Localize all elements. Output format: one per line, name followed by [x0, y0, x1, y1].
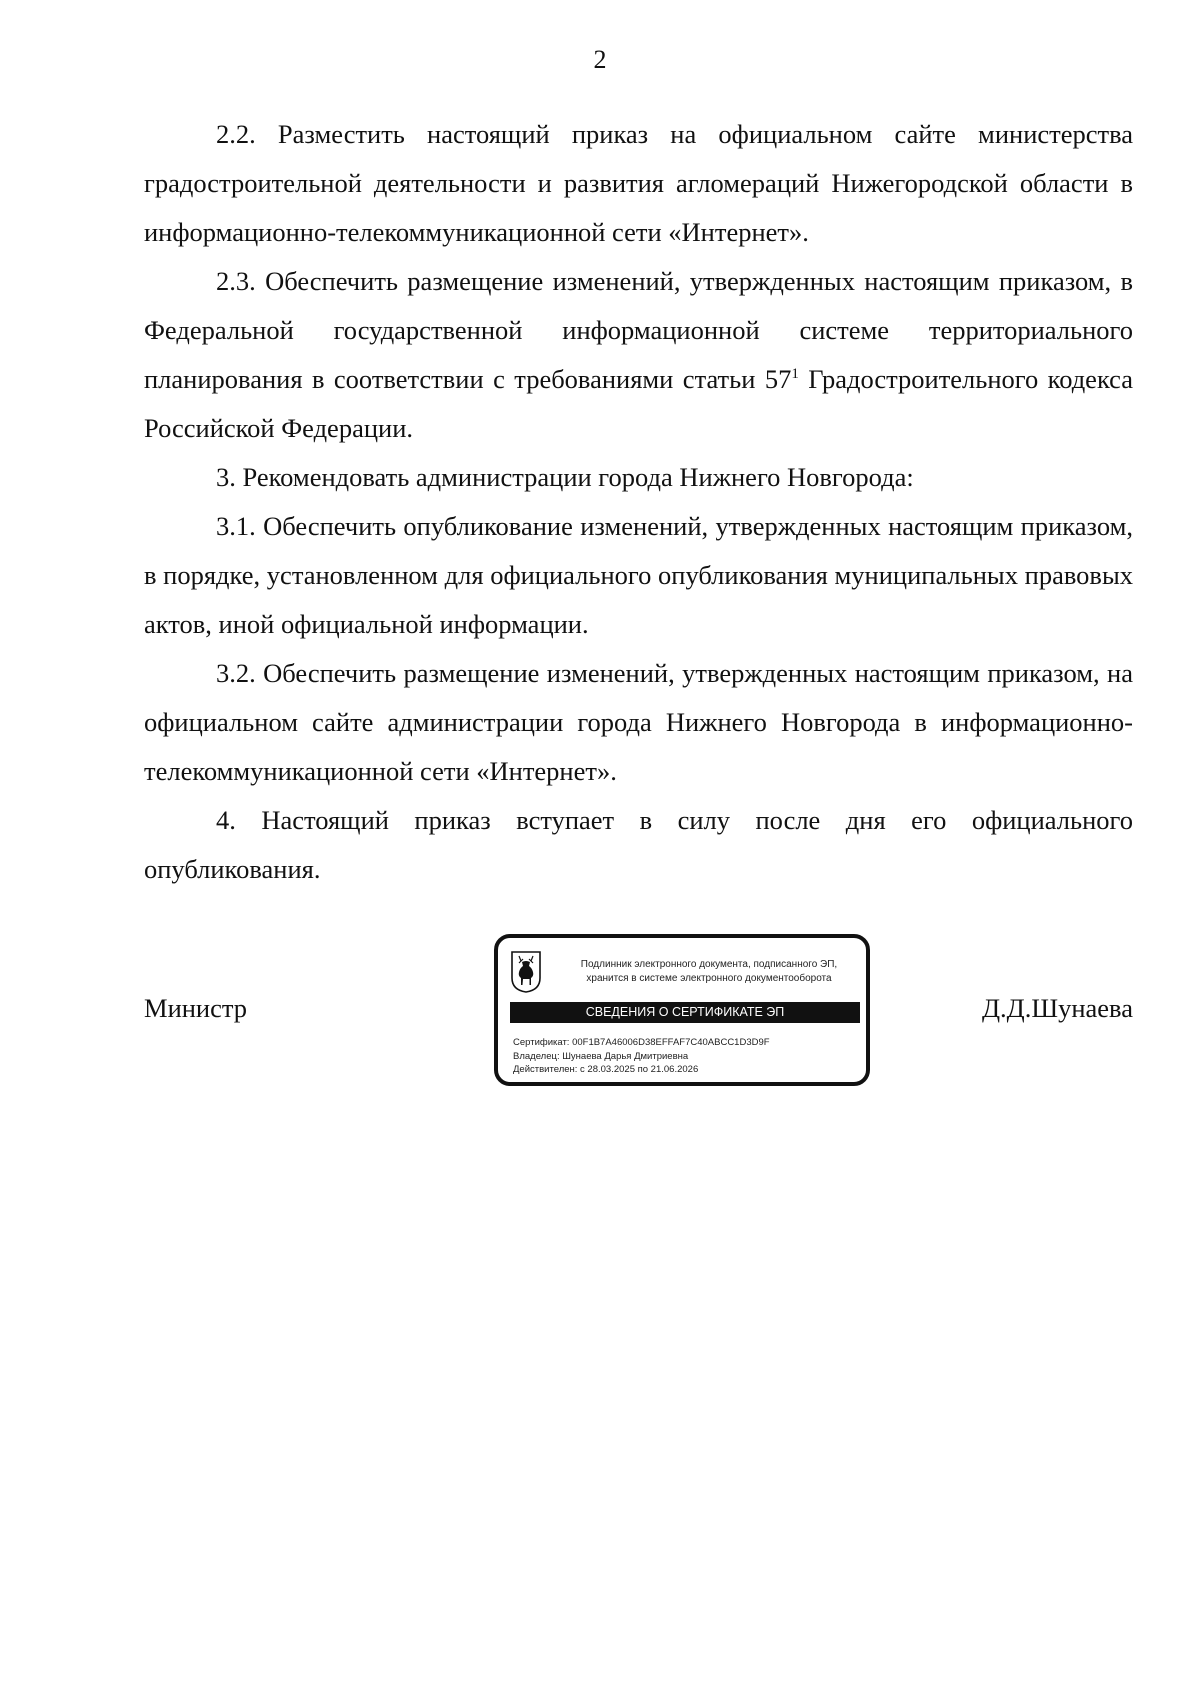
electronic-signature-stamp	[494, 934, 870, 1086]
page-number: 2	[593, 45, 607, 74]
stamp-header-line-2: хранится в системе электронного документооборота	[586, 973, 832, 984]
paragraph-2-2: 2.2. Разместить настоящий приказ на официальном сайте министерства градостроительной деятельности и развития агломераций Нижегородской области в информационно-телекоммуникационной сети «Интернет».	[144, 119, 1133, 247]
document-body	[144, 110, 1133, 894]
paragraph-2-3	[144, 257, 1133, 453]
stamp-details	[513, 1036, 858, 1077]
stamp-validity: Действителен: с 28.03.2025 по 21.06.2026	[513, 1064, 699, 1075]
signer-position: Министр	[144, 993, 248, 1023]
paragraph-2-3-superscript: 1	[791, 366, 799, 383]
nizhny-novgorod-deer-emblem-icon	[510, 950, 542, 994]
paragraph-3: 3. Рекомендовать администрации города Нижнего Новгорода:	[216, 462, 914, 492]
signature-block	[144, 934, 1133, 1094]
paragraph-2-3-text: 2.3. Обеспечить размещение изменений, утвержденных настоящим приказом, в Федеральной государственной информационной системе территориального планирования в соответствии с требованиями статьи 57	[144, 266, 1133, 394]
stamp-certificate: Сертификат: 00F1B7A46006D38EFFAF7C40ABCC1D3D9F	[513, 1037, 770, 1048]
paragraph-2-3-continuation: Градостроительного кодекса Российской Федерации.	[144, 364, 1134, 443]
stamp-owner: Владелец: Шунаева Дарья Дмитриевна	[513, 1050, 689, 1062]
stamp-header-line-1: Подлинник электронного документа, подписанного ЭП,	[580, 959, 838, 970]
stamp-header	[554, 958, 864, 986]
signer-name: Д.Д.Шунаева	[981, 993, 1133, 1023]
paragraph-4: 4. Настоящий приказ вступает в силу после дня его официального опубликования.	[144, 805, 1133, 884]
paragraph-3-2: 3.2. Обеспечить размещение изменений, утвержденных настоящим приказом, на официальном сайте администрации города Нижнего Новгорода в информационно-телекоммуникационной сети «Интернет».	[144, 658, 1133, 786]
paragraph-3-1: 3.1. Обеспечить опубликование изменений, утвержденных настоящим приказом, в порядке, установленном для официального опубликования муниципальных правовых актов, иной официальной информации.	[144, 511, 1133, 639]
stamp-band-title: СВЕДЕНИЯ О СЕРТИФИКАТЕ ЭП	[510, 1002, 860, 1023]
